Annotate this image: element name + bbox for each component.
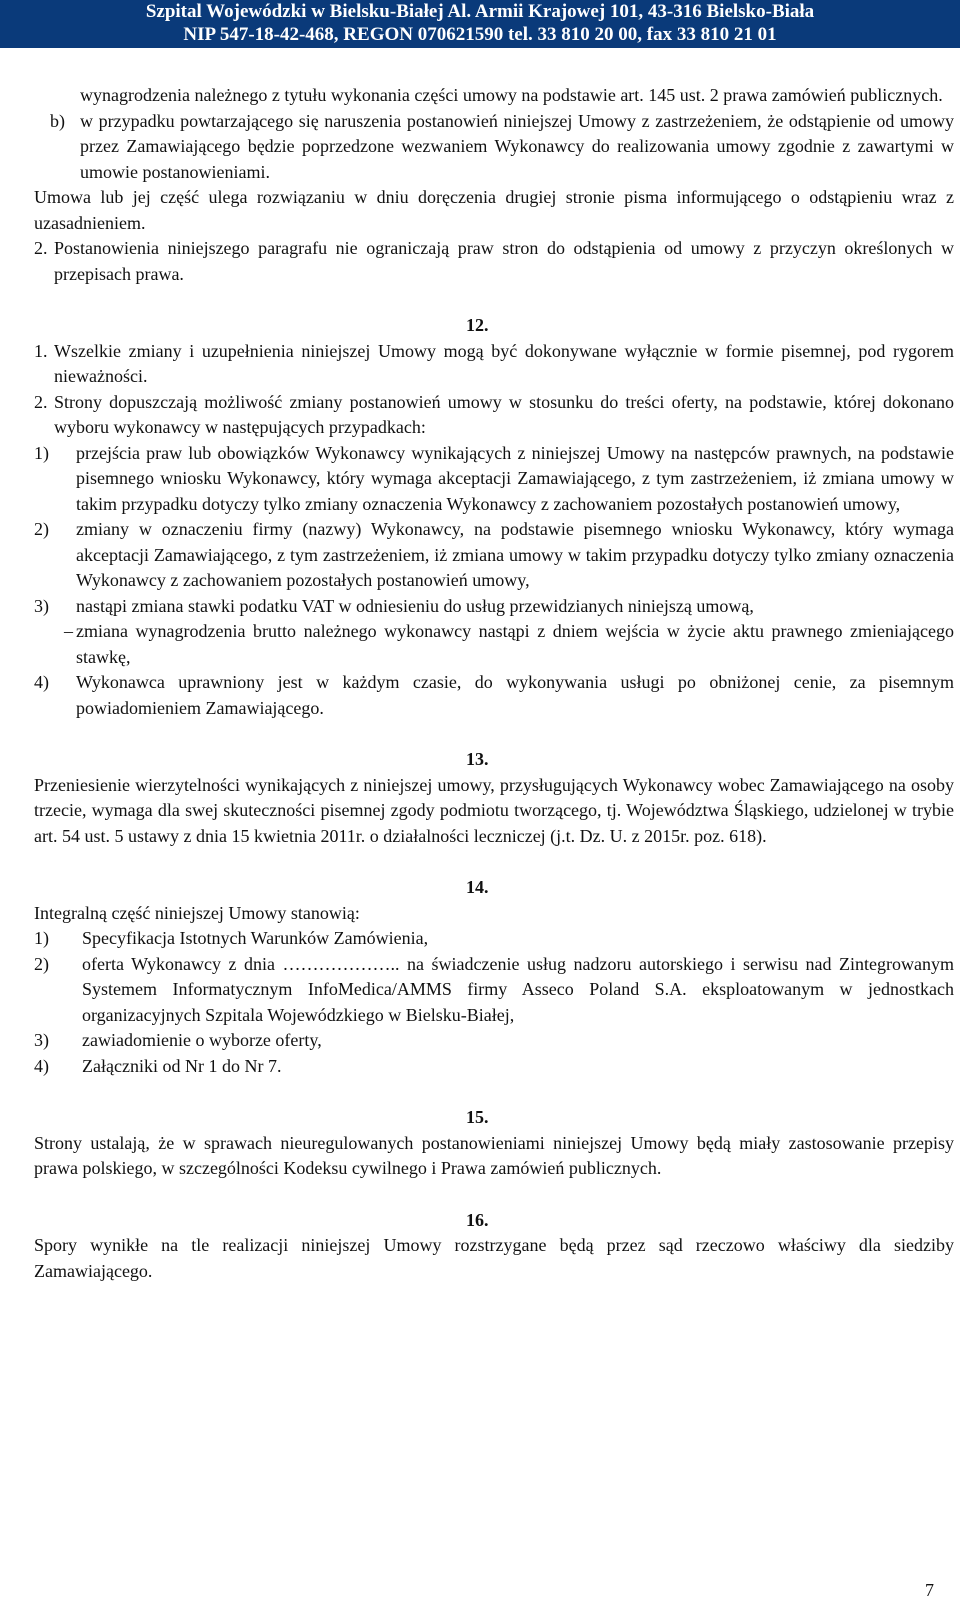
section-12-paragraph-2 <box>34 390 954 441</box>
section-12-list-item <box>34 594 954 620</box>
list-text: Załączniki od Nr 1 do Nr 7. <box>82 1055 282 1076</box>
section-11-paragraph-2 <box>34 236 954 287</box>
list-number: 4) <box>34 672 49 692</box>
section-12-title: 12. <box>466 315 489 335</box>
section-11-continuation: wynagrodzenia należnego z tytułu wykonania części umowy na podstawie art. 145 ust. 2 prawa zamówień publicznych. <box>80 85 943 105</box>
section-14-list-item <box>34 926 954 952</box>
item-number: b) <box>50 110 65 131</box>
list-text: oferta Wykonawcy z dnia ……………….. na świadczenie usług nadzoru autorskiego i serwisu nad Zintegrowanym Systemem Informatycznym InfoMedica/AMMS firmy Asseco Poland S.A. eksploatowanym w jednostkach organizacyjnych Szpitala Wojewódzkiego w Bielsku-Białej, <box>82 953 954 1025</box>
page-number: 7 <box>925 1580 934 1600</box>
list-text: zmiany w oznaczeniu firmy (nazwy) Wykonawcy, na podstawie pisemnego wniosku Wykonawcy, który wymaga akceptacji Zamawiającego, z tym zastrzeżeniem, iż zmiana umowy w takim przypadku dotyczy tylko zmiany oznaczenia Wykonawcy z zachowaniem pozostałych postanowień umowy, <box>76 519 954 590</box>
list-number: 4) <box>34 1055 49 1076</box>
section-14-title: 14. <box>466 877 489 897</box>
section-13-text: Przeniesienie wierzytelności wynikających z niniejszej umowy, przysługujących Wykonawcy wobec Zamawiającego na osoby trzecie, wymaga dla swej skuteczności pisemnej zgody podmiotu tworzącego, tj. Województwa Śląskiego, udzielonej w trybie art. 54 ust. 5 ustawy z dnia 15 kwietnia 2011r. o działalności leczniczej (j.t. Dz. U. z 2015r. poz. 618). <box>34 774 954 846</box>
list-number: 1) <box>34 442 49 463</box>
section-16-title: 16. <box>466 1209 489 1230</box>
section-12-list-item <box>34 670 954 721</box>
dash-text: zmiana wynagrodzenia brutto należnego wykonawcy nastąpi z dniem wejścia w życie aktu prawnego zmieniającego stawkę, <box>76 621 954 667</box>
section-14-list-item <box>34 1028 954 1054</box>
section-12-dash-item <box>64 619 954 670</box>
document-body <box>34 83 954 1284</box>
list-number: 3) <box>34 1030 49 1050</box>
list-number: 2) <box>34 953 49 974</box>
section-15-text: Strony ustalają, że w sprawach nieuregulowanych postanowieniami niniejszej Umowy będą miały zastosowanie przepisy prawa polskiego, w szczególności Kodeksu cywilnego i Prawa zamówień publicznych. <box>34 1132 954 1178</box>
section-16-text: Spory wynikłe na tle realizacji niniejszej Umowy rozstrzygane będą przez sąd rzeczowo właściwy dla siedziby Zamawiającego. <box>34 1235 954 1281</box>
list-number: 2) <box>34 519 49 539</box>
section-14-list-item <box>34 952 954 1029</box>
section-13-title: 13. <box>466 749 489 769</box>
paragraph-text: Wszelkie zmiany i uzupełnienia niniejszej Umowy mogą być dokonywane wyłącznie w formie pisemnej, pod rygorem nieważności. <box>54 340 954 386</box>
section-12-paragraph-1 <box>34 339 954 390</box>
paragraph-number: 2. <box>34 391 48 412</box>
list-text: zawiadomienie o wyborze oferty, <box>82 1030 322 1050</box>
paragraph-text: Postanowienia niniejszego paragrafu nie ograniczają praw stron do odstąpienia od umowy z przyczyn określonych w przepisach prawa. <box>54 238 954 284</box>
section-15-title: 15. <box>466 1107 489 1127</box>
list-number: 3) <box>34 595 49 616</box>
header-address-line: Szpital Wojewódzki w Bielsku-Białej Al. Armii Krajowej 101, 43-316 Bielsko-Biała <box>145 1 815 22</box>
section-14-intro: Integralną część niniejszej Umowy stanowią: <box>34 902 360 923</box>
section-11-umowa-paragraph: Umowa lub jej część ulega rozwiązaniu w dniu doręczenia drugiej stronie pisma informującego o odstąpieniu wraz z uzasadnieniem. <box>34 187 954 233</box>
paragraph-number: 1. <box>34 340 48 361</box>
header-registry-line: NIP 547-18-42-468, REGON 070621590 tel. 33 810 20 00, fax 33 810 21 01 <box>183 24 777 45</box>
list-number: 1) <box>34 928 49 948</box>
list-text: Wykonawca uprawniony jest w każdym czasie, do wykonywania usługi po obniżonej cenie, za pisemnym powiadomieniem Zamawiającego. <box>76 672 954 718</box>
item-text: w przypadku powtarzającego się naruszenia postanowień niniejszej Umowy z zastrzeżeniem, że odstąpienie od umowy przez Zamawiającego będzie poprzedzone wezwaniem Wykonawcy do realizowania umowy zgodnie z zawartymi w umowie postanowieniami. <box>80 110 954 182</box>
list-text: Specyfikacja Istotnych Warunków Zamówienia, <box>82 928 429 948</box>
section-12-list-item <box>34 441 954 518</box>
section-11-item-b <box>50 109 954 186</box>
section-12-list-item <box>34 517 954 594</box>
paragraph-text: Strony dopuszczają możliwość zmiany postanowień umowy w stosunku do treści oferty, na podstawie, której dokonano wyboru wykonawcy w następujących przypadkach: <box>54 391 954 437</box>
dash-marker: – <box>64 621 73 641</box>
list-text: przejścia praw lub obowiązków Wykonawcy wynikających z niniejszej Umowy na następców prawnych, na podstawie pisemnego wniosku Wykonawcy, który wymaga akceptacji Zamawiającego, z tym zastrzeżeniem, iż zmiana umowy w takim przypadku dotyczy tylko zmiany oznaczenia Wykonawcy z zachowaniem pozostałych postanowień umowy, <box>76 442 954 514</box>
document-header <box>0 0 960 48</box>
paragraph-number: 2. <box>34 238 48 258</box>
section-14-list-item <box>34 1054 954 1080</box>
list-text: nastąpi zmiana stawki podatku VAT w odniesieniu do usług przewidzianych niniejszą umową, <box>76 595 754 616</box>
